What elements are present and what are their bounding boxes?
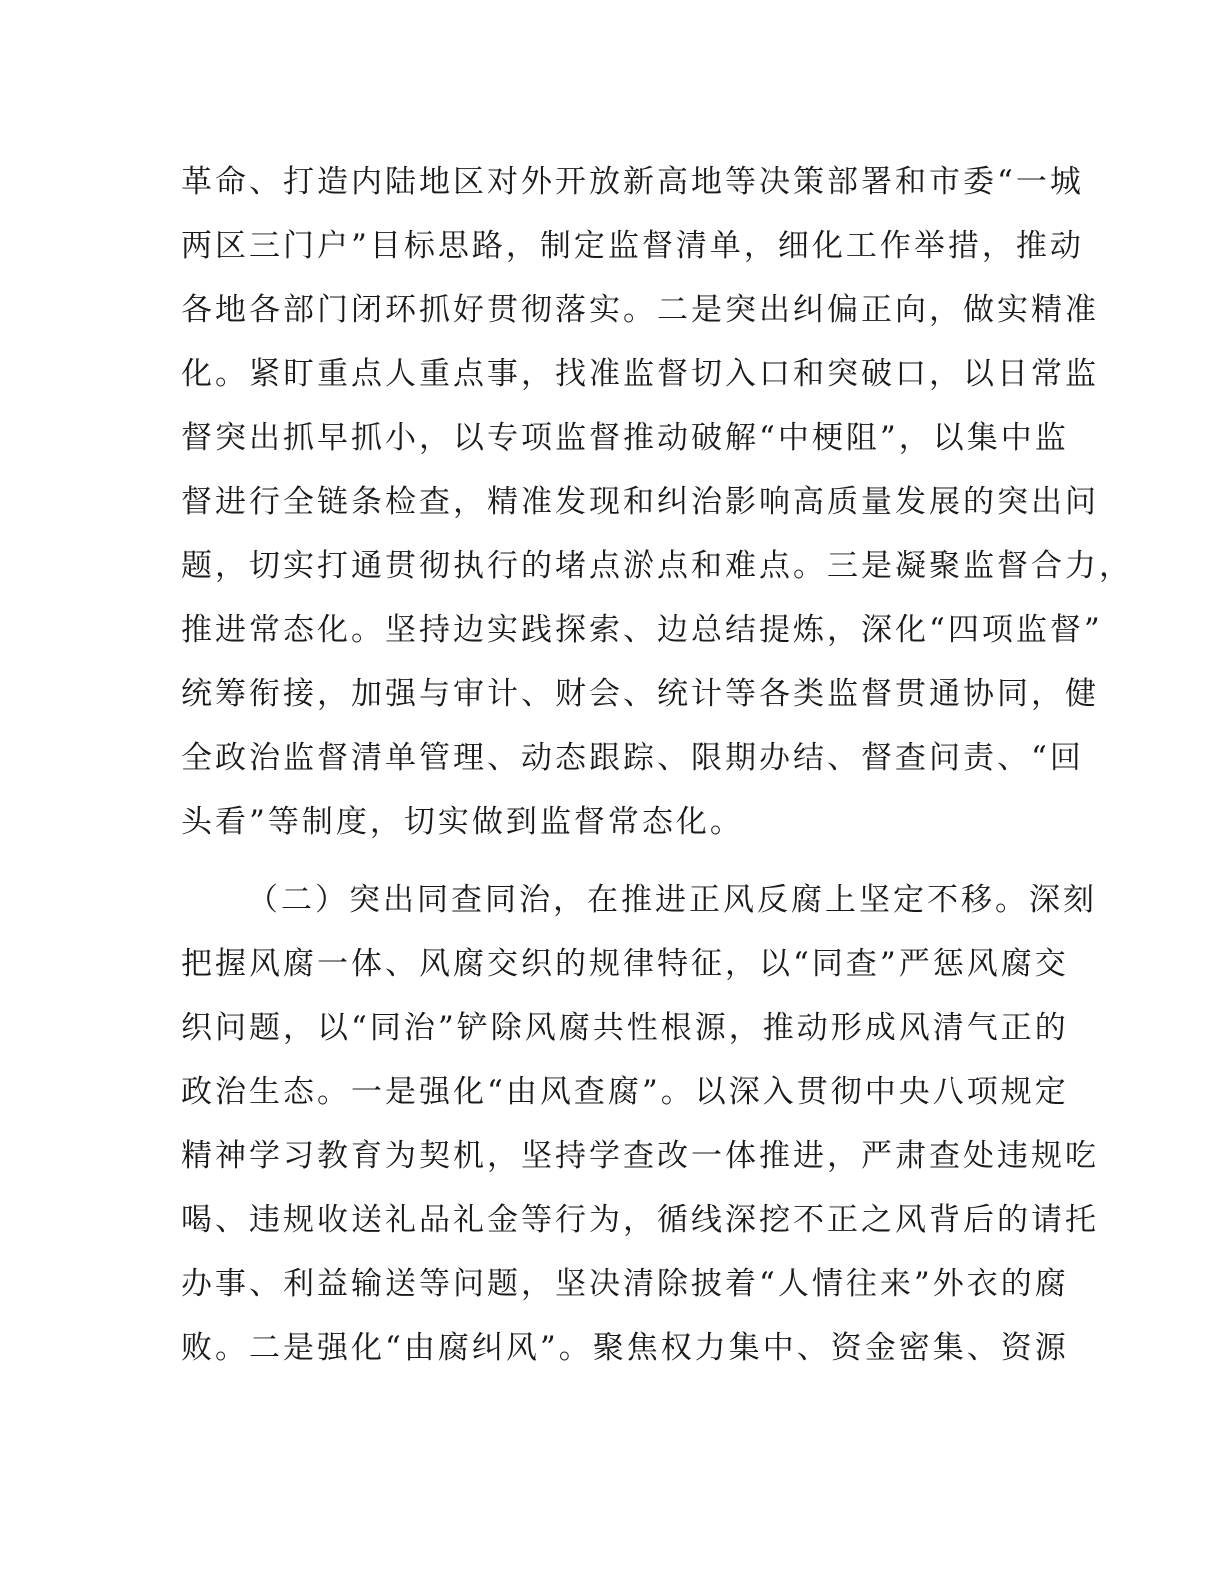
paragraph-2 xyxy=(181,868,1099,1380)
text-line: 革命、打造内陆地区对外开放新高地等决策部署和市委“一城 xyxy=(181,164,1084,200)
text-line: 败。二是强化“由腐纠风”。聚焦权力集中、资金密集、资源 xyxy=(181,1330,1069,1366)
text-line: 头看”等制度，切实做到监督常态化。 xyxy=(181,804,744,840)
text-line: 两区三门户”目标思路，制定监督清单，细化工作举措，推动 xyxy=(181,228,1084,264)
text-line: 各地各部门闭环抓好贯彻落实。二是突出纠偏正向，做实精准 xyxy=(181,292,1099,328)
text-line: 题，切实打通贯彻执行的堵点淤点和难点。三是凝聚监督合力， xyxy=(181,548,1133,584)
text-line: 政治生态。一是强化“由风查腐”。以深入贯彻中央八项规定 xyxy=(181,1074,1069,1110)
text-line: 把握风腐一体、风腐交织的规律特征，以“同查”严惩风腐交 xyxy=(181,946,1069,982)
text-line: 督突出抓早抓小，以专项监督推动破解“中梗阻”，以集中监 xyxy=(181,420,1069,456)
text-line: 织问题，以“同治”铲除风腐共性根源，推动形成风清气正的 xyxy=(181,1010,1069,1046)
text-line: 办事、利益输送等问题，坚决清除披着“人情往来”外衣的腐 xyxy=(181,1266,1069,1302)
text-line: 全政治监督清单管理、动态跟踪、限期办结、督查问责、“回 xyxy=(181,740,1084,776)
text-line: 统筹衔接，加强与审计、财会、统计等各类监督贯通协同，健 xyxy=(181,676,1099,712)
text-line: 精神学习教育为契机，坚持学查改一体推进，严肃查处违规吃 xyxy=(181,1138,1099,1174)
paragraph-1 xyxy=(181,150,1133,854)
text-line: 督进行全链条检查，精准发现和纠治影响高质量发展的突出问 xyxy=(181,484,1099,520)
text-line: 推进常态化。坚持边实践探索、边总结提炼，深化“四项监督” xyxy=(181,612,1103,648)
text-line: 喝、违规收送礼品礼金等行为，循线深挖不正之风背后的请托 xyxy=(181,1202,1099,1238)
text-line: 化。紧盯重点人重点事，找准监督切入口和突破口，以日常监 xyxy=(181,356,1099,392)
text-line-first: （二）突出同查同治，在推进正风反腐上坚定不移。深刻 xyxy=(247,882,1097,918)
